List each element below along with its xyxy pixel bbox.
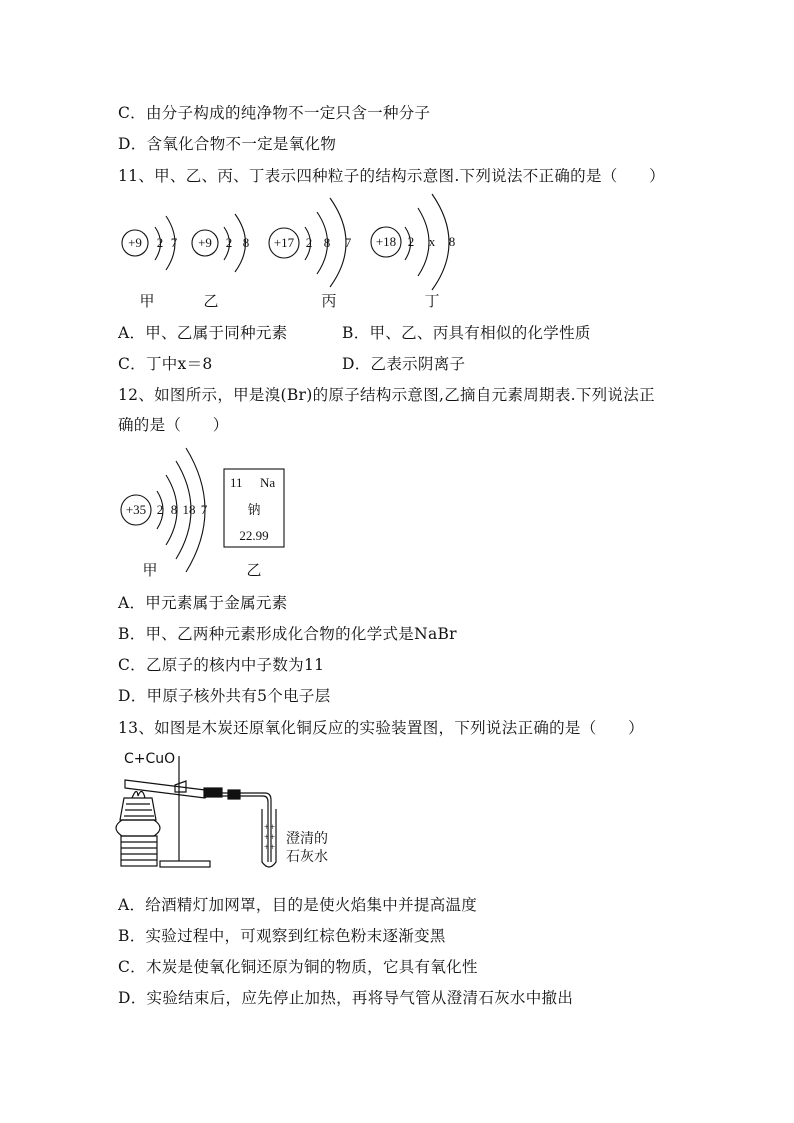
svg-text:+: +: [264, 842, 270, 852]
q11-shell-value: 2: [407, 234, 415, 249]
q11-nucleus-text: +9: [198, 235, 212, 250]
q12-label-jia: 甲: [142, 563, 158, 579]
q11-shell-value: 8: [242, 235, 250, 250]
q13-reagent-label: C+CuO: [124, 751, 176, 767]
q11-label-yi: 乙: [203, 294, 219, 310]
q12-option-a: A．甲元素属于金属元素: [118, 594, 288, 612]
stopper: [204, 788, 222, 797]
q11-shell-value: 7: [344, 235, 352, 250]
q12-option-d: D．甲原子核外共有5个电子层: [118, 687, 331, 705]
q12-atomic-number: 11: [230, 475, 243, 490]
q11-option-a: A．甲、乙属于同种元素: [118, 324, 288, 342]
prev-option-d: D．含氧化合物不一定是氧化物: [118, 135, 337, 153]
q13-apparatus-diagram: [0, 742, 794, 877]
q11-shell-value: 8: [448, 234, 456, 249]
q11-shell-value: 7: [170, 235, 178, 250]
stand-base: [160, 861, 210, 867]
q12-option-b: B．甲、乙两种元素形成化合物的化学式是NaBr: [118, 625, 457, 643]
alcohol-lamp: [116, 820, 160, 836]
q12-element-symbol: Na: [260, 475, 276, 490]
prev-option-c: C．由分子构成的纯净物不一定只含一种分子: [118, 104, 431, 122]
lamp-mesh: [120, 798, 156, 820]
q11-nucleus-text: +17: [273, 235, 295, 250]
q11-shell-value: 8: [323, 235, 331, 250]
q13-option-c: C．木炭是使氧化铜还原为铜的物质，它具有氧化性: [118, 958, 478, 976]
flame: [132, 791, 145, 798]
q12-shell-value: 8: [170, 502, 178, 517]
q11-shell-value: 2: [305, 235, 313, 250]
q13-limewater-label-2: 石灰水: [286, 849, 328, 865]
q12-shell-value: 2: [156, 502, 164, 517]
q11-label-bing: 丙: [321, 294, 337, 310]
q11-label-ding: 丁: [424, 294, 440, 310]
q13-option-b: B．实验过程中，可观察到红棕色粉末逐渐变黑: [118, 927, 446, 945]
q11-particle-diagrams: [0, 190, 794, 310]
q12-shell-value: 7: [200, 502, 208, 517]
q11-nucleus-text: +18: [375, 234, 397, 249]
q12-atomic-mass: 22.99: [239, 528, 269, 543]
q11-nucleus-text: +9: [128, 235, 142, 250]
svg-text:+: +: [264, 832, 270, 842]
q11-shell-value: x: [428, 234, 436, 249]
q11-label-jia: 甲: [139, 294, 155, 310]
q13-stem: 13、如图是木炭还原氧化铜反应的实验装置图，下列说法正确的是（ ）: [118, 719, 644, 737]
q11-shell-value: 2: [156, 235, 164, 250]
svg-text:+: +: [264, 822, 270, 832]
q12-stem-line-1: 12、如图所示，甲是溴(Br)的原子结构示意图,乙摘自元素周期表.下列说法正: [118, 386, 655, 404]
svg-text:+: +: [270, 822, 276, 832]
q12-shell-value: 18: [182, 502, 196, 517]
q12-element-name: 钠: [247, 503, 261, 518]
q11-stem: 11、甲、乙、丙、丁表示四种粒子的结构示意图.下列说法不正确的是（ ）: [118, 167, 665, 185]
wooden-block: [121, 836, 157, 866]
q13-option-d: D．实验结束后，应先停止加热，再将导气管从澄清石灰水中撤出: [118, 989, 574, 1007]
q12-label-yi: 乙: [246, 563, 262, 579]
q11-shell-bing-3: [330, 198, 346, 287]
q11-option-b: B．甲、乙、丙具有相似的化学性质: [342, 324, 591, 342]
svg-text:+: +: [270, 842, 276, 852]
q12-diagrams: [0, 443, 794, 583]
q11-option-d: D．乙表示阴离子: [342, 355, 466, 373]
svg-text:+: +: [270, 832, 276, 842]
q11-shell-value: 2: [225, 235, 233, 250]
q12-stem-line-2: 确的是（ ）: [118, 416, 229, 434]
q12-option-c: C．乙原子的核内中子数为11: [118, 656, 325, 674]
q11-shell-ding-2: [418, 208, 429, 276]
q12-nucleus-text: +35: [125, 502, 147, 517]
q13-limewater-label-1: 澄清的: [286, 831, 328, 847]
q11-option-c: C．丁中x＝8: [118, 355, 213, 373]
q13-option-a: A．给酒精灯加网罩，目的是使火焰集中并提高温度: [118, 896, 478, 914]
